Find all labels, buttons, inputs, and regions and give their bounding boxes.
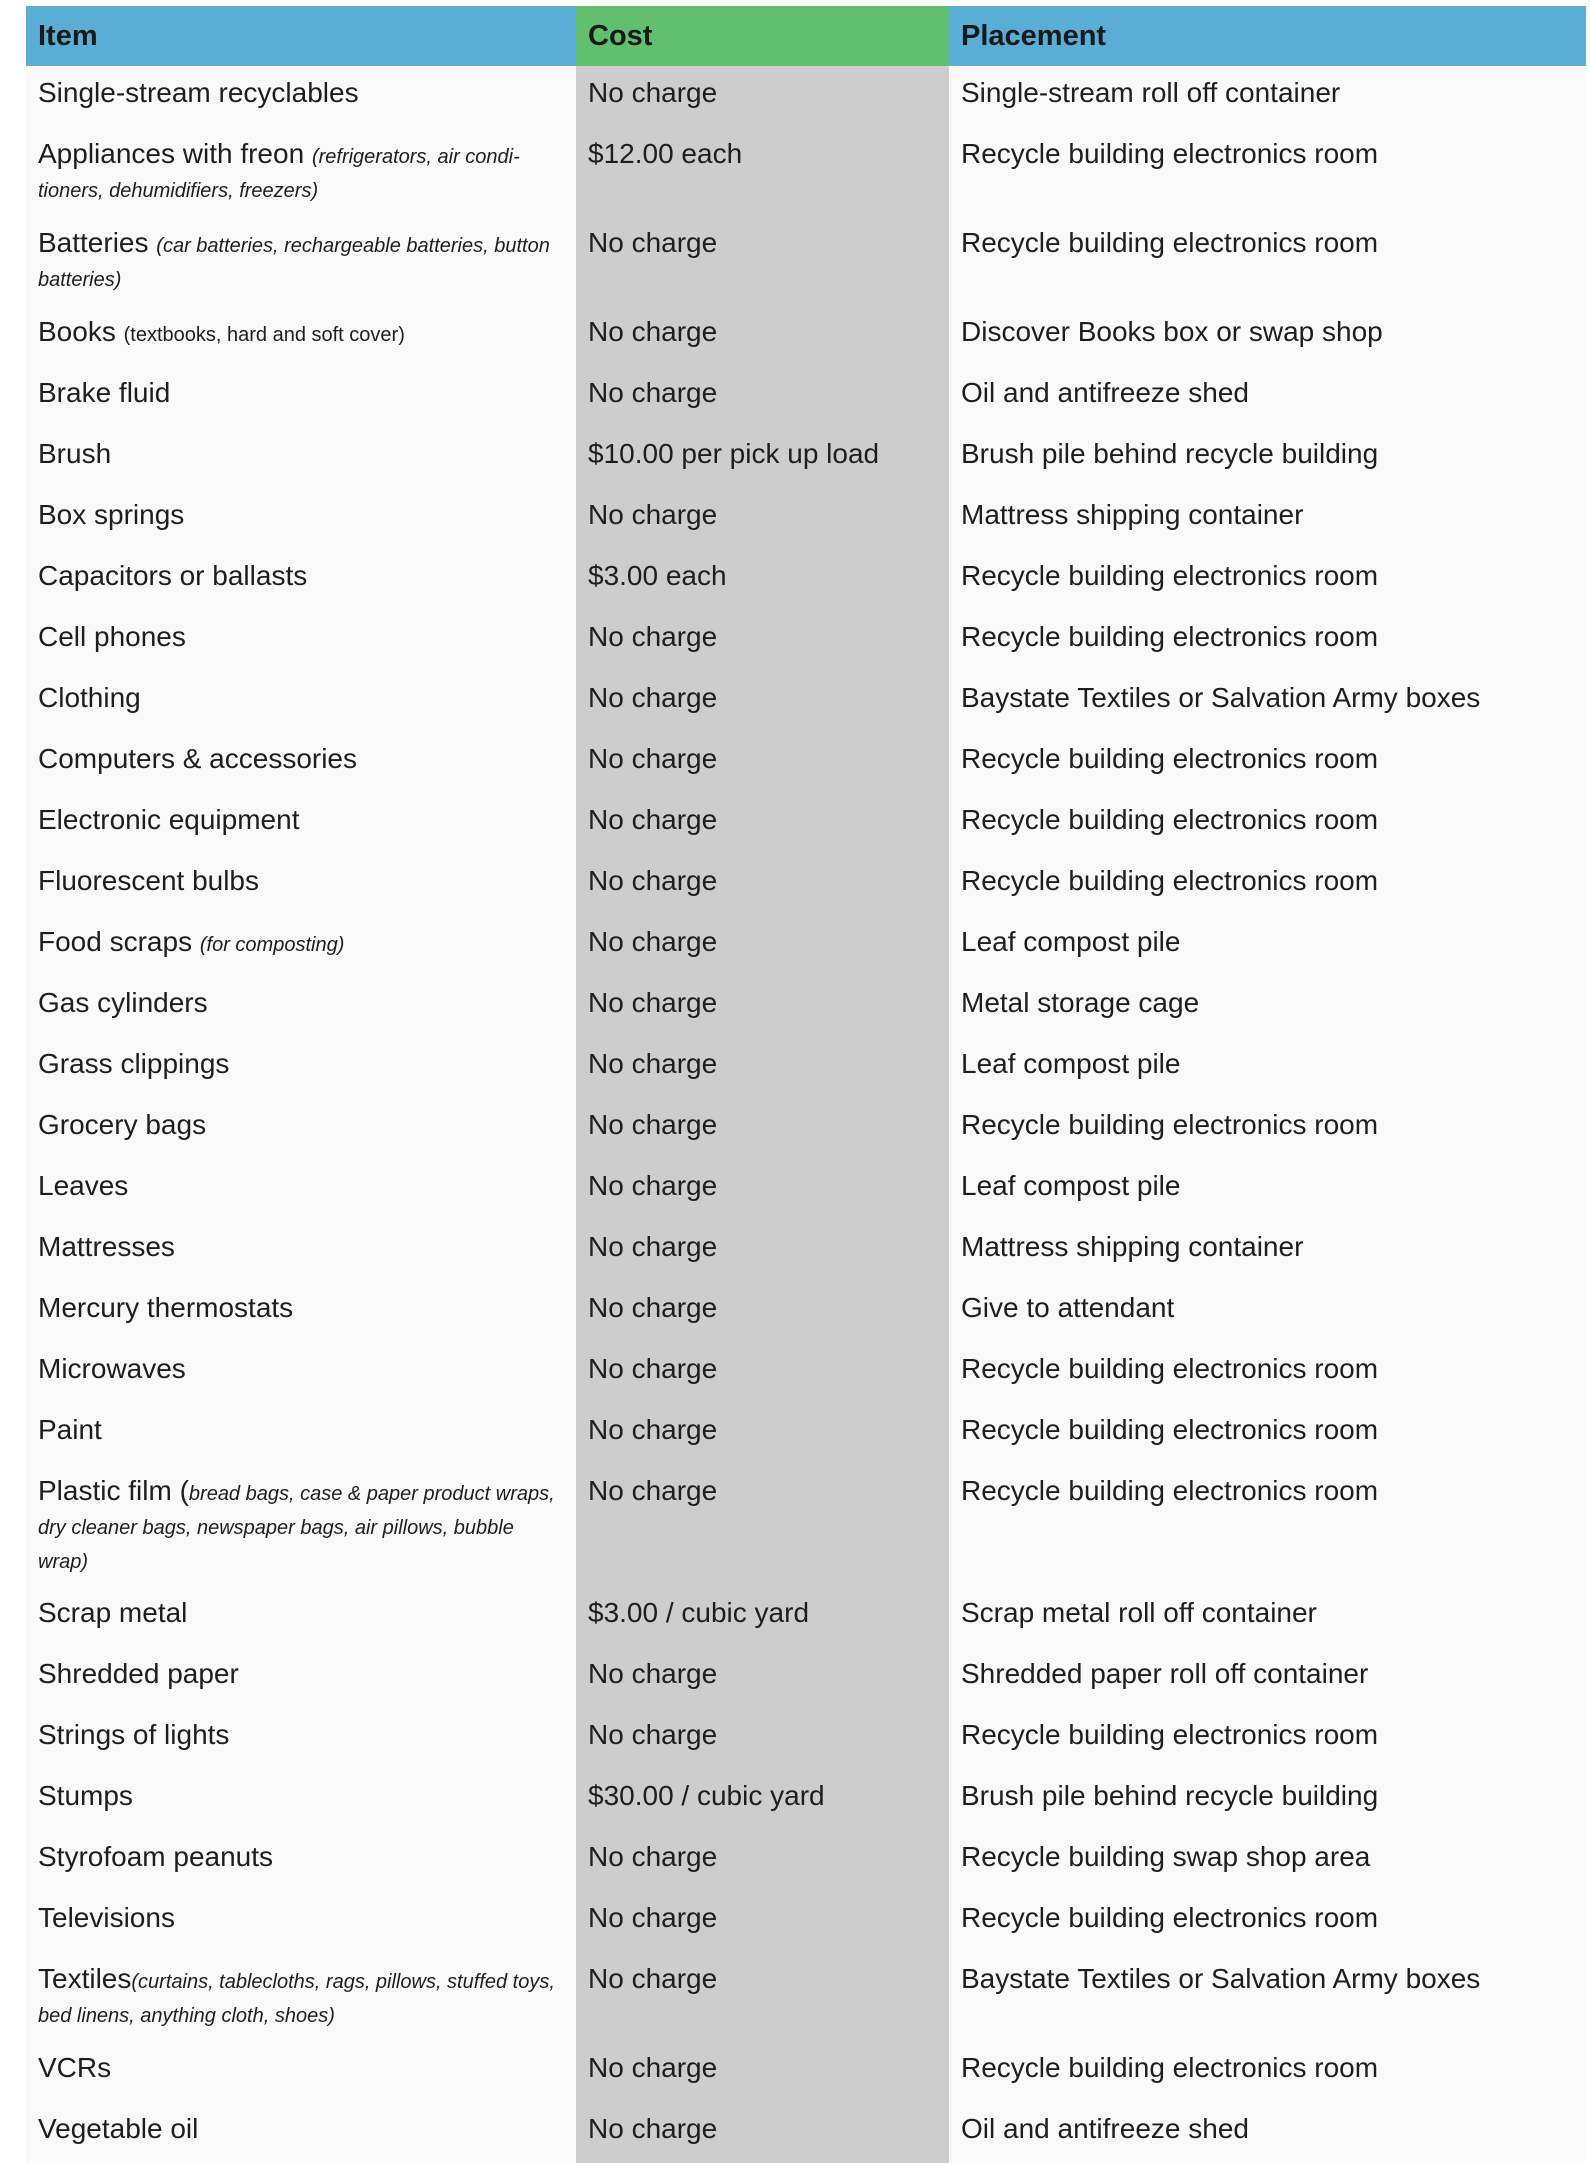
table-row: [26, 1159, 1586, 1220]
item-cell: [26, 2102, 576, 2163]
table-row: [26, 2041, 1586, 2102]
item-cell: [26, 793, 576, 854]
item-name: Food scraps: [38, 926, 200, 957]
placement-cell: Recycle building electronics room: [949, 793, 1586, 854]
placement-cell: Discover Books box or swap shop: [949, 305, 1586, 366]
cost-cell: No charge: [576, 976, 949, 1037]
cost-cell: $10.00 per pick up load: [576, 427, 949, 488]
placement-cell: Recycle building electronics room: [949, 610, 1586, 671]
item-cell: [26, 1159, 576, 1220]
table-row: [26, 427, 1586, 488]
item-cell: [26, 915, 576, 976]
table-row: [26, 549, 1586, 610]
item-cell: [26, 549, 576, 610]
item-name: Strings of lights: [38, 1719, 230, 1750]
item-cell: [26, 1220, 576, 1281]
item-cell: [26, 488, 576, 549]
item-cell: [26, 216, 576, 305]
cost-cell: $3.00 / cubic yard: [576, 1586, 949, 1647]
item-name: Leaves: [38, 1170, 129, 1201]
cost-cell: No charge: [576, 488, 949, 549]
placement-cell: Leaf compost pile: [949, 1037, 1586, 1098]
table-row: [26, 488, 1586, 549]
cost-cell: No charge: [576, 1830, 949, 1891]
item-name: Batteries: [38, 227, 157, 258]
item-cell: [26, 1464, 576, 1586]
table-body: [26, 66, 1586, 2163]
table-row: [26, 1708, 1586, 1769]
placement-cell: Metal storage cage: [949, 976, 1586, 1037]
placement-cell: Baystate Textiles or Salvation Army boxes: [949, 671, 1586, 732]
item-name: Microwaves: [38, 1353, 186, 1384]
table-row: [26, 1342, 1586, 1403]
item-name: Mercury thermostats: [38, 1292, 294, 1323]
placement-cell: Recycle building electronics room: [949, 549, 1586, 610]
cost-cell: No charge: [576, 1403, 949, 1464]
placement-cell: Recycle building electronics room: [949, 1708, 1586, 1769]
table-row: [26, 1647, 1586, 1708]
item-name: Styrofoam peanuts: [38, 1841, 274, 1872]
cost-cell: No charge: [576, 1891, 949, 1952]
table-row: [26, 915, 1586, 976]
table-row: [26, 610, 1586, 671]
item-cell: [26, 1403, 576, 1464]
table-row: [26, 1220, 1586, 1281]
item-cell: [26, 1891, 576, 1952]
column-header-cost: Cost: [576, 6, 949, 66]
placement-cell: Single-stream roll off container: [949, 66, 1586, 127]
placement-cell: Give to attendant: [949, 1281, 1586, 1342]
table-row: [26, 2102, 1586, 2163]
placement-cell: Recycle building electronics room: [949, 1098, 1586, 1159]
cost-cell: No charge: [576, 305, 949, 366]
item-name: Fluorescent bulbs: [38, 865, 260, 896]
placement-cell: Mattress shipping container: [949, 488, 1586, 549]
item-cell: [26, 127, 576, 216]
cost-cell: $3.00 each: [576, 549, 949, 610]
cost-cell: No charge: [576, 2102, 949, 2163]
item-cell: [26, 1037, 576, 1098]
item-note: (textbooks, hard and soft cover): [123, 324, 405, 346]
table-row: [26, 1037, 1586, 1098]
placement-cell: Oil and antifreeze shed: [949, 2102, 1586, 2163]
table-row: [26, 1952, 1586, 2041]
cost-cell: No charge: [576, 732, 949, 793]
recycling-fee-table: [26, 6, 1586, 2163]
item-name: Televisions: [38, 1902, 175, 1933]
item-cell: [26, 1830, 576, 1891]
cost-cell: No charge: [576, 1281, 949, 1342]
placement-cell: Recycle building electronics room: [949, 2041, 1586, 2102]
cost-cell: $30.00 / cubic yard: [576, 1769, 949, 1830]
cost-cell: No charge: [576, 2041, 949, 2102]
cost-cell: No charge: [576, 1952, 949, 2041]
table-row: [26, 732, 1586, 793]
item-cell: [26, 366, 576, 427]
item-name: Books: [38, 316, 124, 347]
cost-cell: No charge: [576, 1647, 949, 1708]
cost-cell: No charge: [576, 793, 949, 854]
item-name: Brake fluid: [38, 377, 171, 408]
placement-cell: Brush pile behind recycle building: [949, 1769, 1586, 1830]
table-row: [26, 66, 1586, 127]
cost-cell: No charge: [576, 216, 949, 305]
item-name: Single-stream recyclables: [38, 77, 359, 108]
cost-cell: No charge: [576, 671, 949, 732]
placement-cell: Recycle building electronics room: [949, 1403, 1586, 1464]
column-header-item: Item: [26, 6, 576, 66]
item-note: (curtains, tablecloths, rags, pillows, stuffed toys, bed linens, anything cloth, shoes): [38, 1971, 555, 2027]
placement-cell: Mattress shipping container: [949, 1220, 1586, 1281]
table-row: [26, 1098, 1586, 1159]
item-name: Mattresses: [38, 1231, 175, 1262]
placement-cell: Oil and antifreeze shed: [949, 366, 1586, 427]
item-note: (for composting): [199, 934, 345, 956]
item-name: Electronic equipment: [38, 804, 300, 835]
placement-cell: Leaf compost pile: [949, 915, 1586, 976]
item-name: Grocery bags: [38, 1109, 207, 1140]
cost-cell: No charge: [576, 1342, 949, 1403]
cost-cell: No charge: [576, 1708, 949, 1769]
item-name: Scrap metal: [38, 1597, 188, 1628]
item-cell: [26, 305, 576, 366]
item-name: Stumps: [38, 1780, 133, 1811]
placement-cell: Recycle building electronics room: [949, 854, 1586, 915]
cost-cell: No charge: [576, 1464, 949, 1586]
placement-cell: Recycle building electronics room: [949, 1464, 1586, 1586]
item-note: bread bags, case & paper product wraps, dry cleaner bags, newspaper bags, air pillows, bubble wrap): [38, 1483, 555, 1573]
table-row: [26, 1830, 1586, 1891]
item-cell: [26, 1708, 576, 1769]
table-row: [26, 305, 1586, 366]
cost-cell: No charge: [576, 1098, 949, 1159]
item-name: Textiles: [38, 1963, 132, 1994]
item-cell: [26, 610, 576, 671]
cost-cell: No charge: [576, 1037, 949, 1098]
item-cell: [26, 1281, 576, 1342]
table-row: [26, 854, 1586, 915]
table-row: [26, 216, 1586, 305]
item-cell: [26, 66, 576, 127]
item-name: Capacitors or ballasts: [38, 560, 308, 591]
cost-cell: No charge: [576, 66, 949, 127]
items-table: [26, 6, 1586, 2163]
item-cell: [26, 2041, 576, 2102]
column-header-placement: Placement: [949, 6, 1586, 66]
table-row: [26, 366, 1586, 427]
placement-cell: Recycle building electronics room: [949, 1891, 1586, 1952]
cost-cell: No charge: [576, 1220, 949, 1281]
placement-cell: Recycle building electronics room: [949, 216, 1586, 305]
table-row: [26, 1281, 1586, 1342]
placement-cell: Recycle building electronics room: [949, 732, 1586, 793]
item-cell: [26, 976, 576, 1037]
cost-cell: No charge: [576, 610, 949, 671]
item-name: Paint: [38, 1414, 102, 1445]
item-note: (refrigerators, air condi-tioners, dehumidifiers, freezers): [38, 146, 520, 202]
item-name: VCRs: [38, 2052, 112, 2083]
placement-cell: Recycle building swap shop area: [949, 1830, 1586, 1891]
table-row: [26, 1464, 1586, 1586]
placement-cell: Brush pile behind recycle building: [949, 427, 1586, 488]
item-cell: [26, 1098, 576, 1159]
item-cell: [26, 1769, 576, 1830]
table-row: [26, 671, 1586, 732]
cost-cell: No charge: [576, 366, 949, 427]
placement-cell: Recycle building electronics room: [949, 1342, 1586, 1403]
placement-cell: Shredded paper roll off container: [949, 1647, 1586, 1708]
cost-cell: No charge: [576, 854, 949, 915]
item-name: Shredded paper: [38, 1658, 239, 1689]
item-name: Plastic film (: [38, 1475, 189, 1506]
item-name: Vegetable oil: [38, 2113, 199, 2144]
item-name: Box springs: [38, 499, 185, 530]
item-cell: [26, 671, 576, 732]
table-row: [26, 1769, 1586, 1830]
placement-cell: Leaf compost pile: [949, 1159, 1586, 1220]
cost-cell: No charge: [576, 915, 949, 976]
table-row: [26, 1403, 1586, 1464]
item-name: Brush: [38, 438, 112, 469]
item-name: Appliances with freon: [38, 138, 312, 169]
item-cell: [26, 1342, 576, 1403]
table-row: [26, 793, 1586, 854]
placement-cell: Baystate Textiles or Salvation Army boxes: [949, 1952, 1586, 2041]
item-name: Clothing: [38, 682, 141, 713]
item-cell: [26, 1647, 576, 1708]
item-cell: [26, 1586, 576, 1647]
item-cell: [26, 1952, 576, 2041]
table-header-row: [26, 6, 1586, 66]
cost-cell: No charge: [576, 1159, 949, 1220]
item-name: Grass clippings: [38, 1048, 230, 1079]
item-note: (car batteries, rechargeable batteries, button batteries): [38, 235, 550, 291]
item-name: Gas cylinders: [38, 987, 208, 1018]
placement-cell: Scrap metal roll off container: [949, 1586, 1586, 1647]
item-cell: [26, 427, 576, 488]
table-row: [26, 1586, 1586, 1647]
item-name: Computers & accessories: [38, 743, 358, 774]
cost-cell: $12.00 each: [576, 127, 949, 216]
item-name: Cell phones: [38, 621, 186, 652]
table-row: [26, 1891, 1586, 1952]
item-cell: [26, 732, 576, 793]
item-cell: [26, 854, 576, 915]
table-row: [26, 127, 1586, 216]
table-row: [26, 976, 1586, 1037]
placement-cell: Recycle building electronics room: [949, 127, 1586, 216]
